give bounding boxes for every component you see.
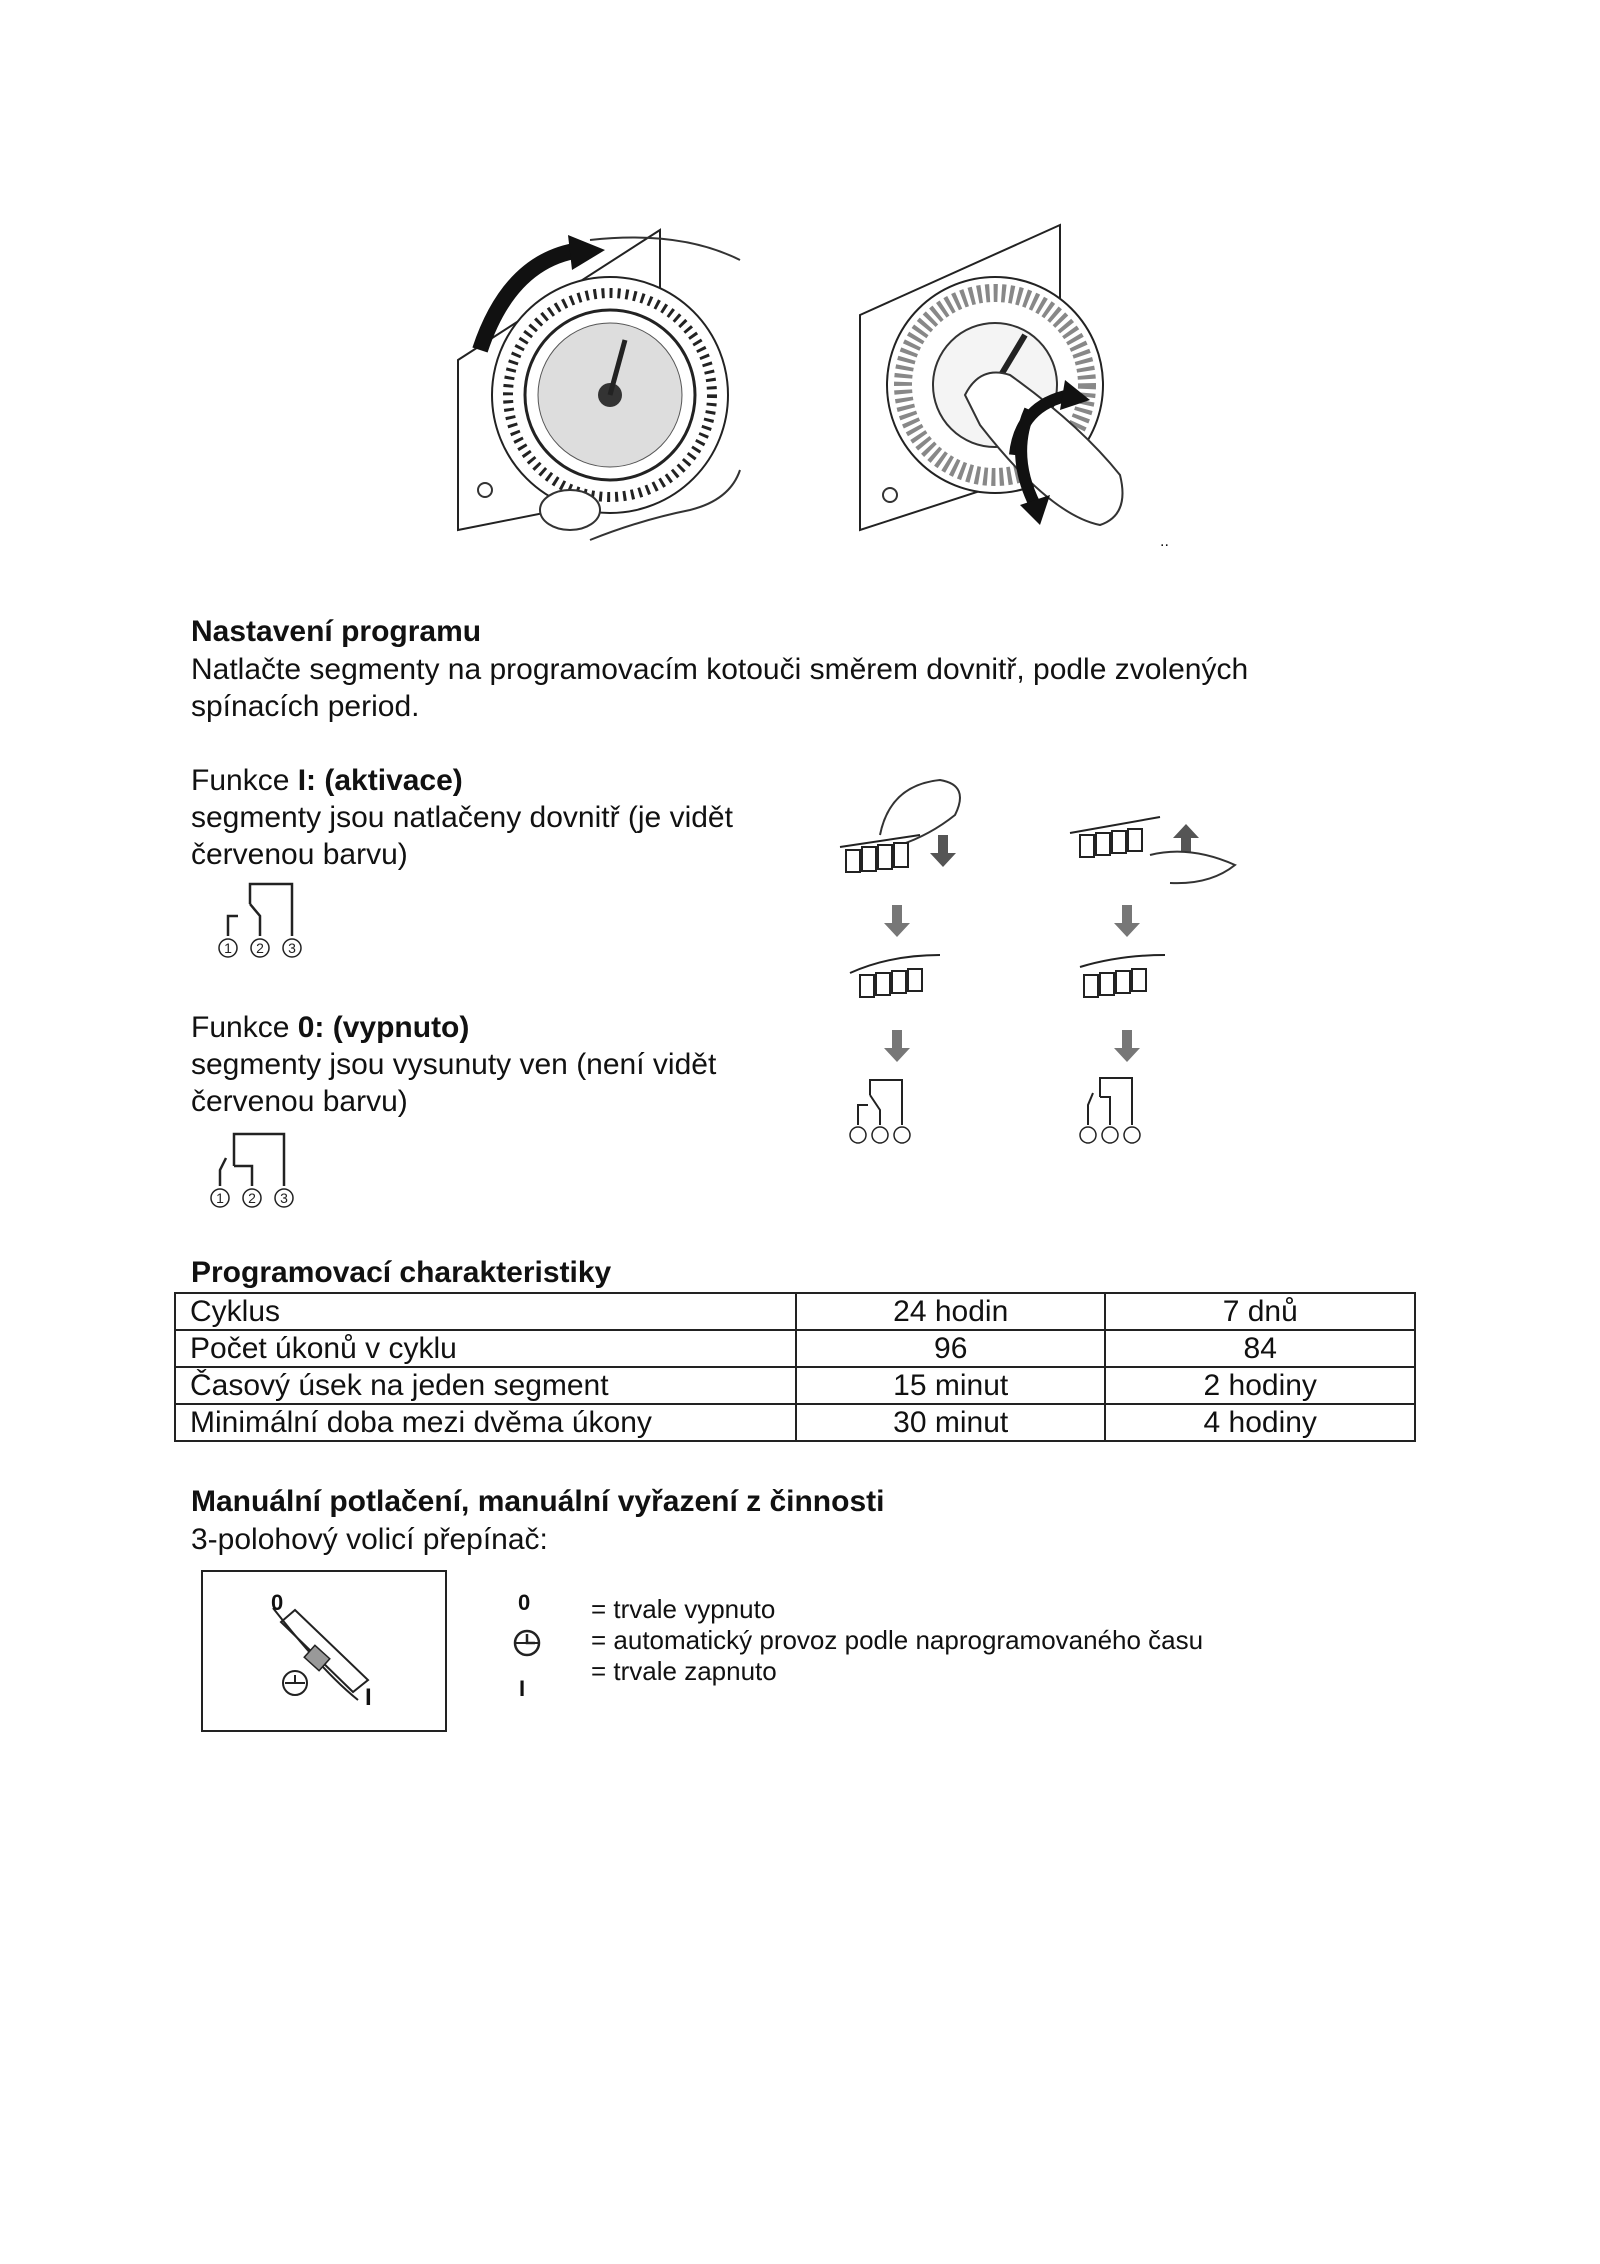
table-cell: 24 hodin [796,1293,1105,1330]
legend-text-on: = trvale zapnuto [591,1656,777,1686]
manual-heading: Manuální potlačení, manuální vyřazení z činnosti [191,1485,885,1518]
function-off-desc-line1: segmenty jsou vysunuty ven (není vidět [191,1048,717,1081]
function-on-label: I: (aktivace) [297,764,463,797]
table-cell: 30 minut [796,1404,1105,1441]
table-cell: 4 hodiny [1105,1404,1415,1441]
legend-text-auto: = automatický provoz podle naprogramovaného času [591,1625,1204,1655]
program-setting-heading: Nastavení programu [191,615,482,648]
one-symbol: I [519,1676,526,1701]
terminal-1-label: 1 [216,1190,224,1206]
terminal-2-label: 2 [256,940,264,956]
table-cell: Počet úkonů v cyklu [175,1330,796,1367]
program-setting-text-line2: spínacích period. [191,690,420,723]
segment-pull-out-sequence-illustration [1060,775,1260,1155]
table-cell: 84 [1105,1330,1415,1367]
switch-off-label: 0 [271,1590,284,1615]
function-off-desc-line2: červenou barvu) [191,1085,408,1118]
terminal-2-label: 2 [248,1190,256,1206]
table-cell: 2 hodiny [1105,1367,1415,1404]
contact-closed-schematic-icon [212,880,302,960]
function-off-title [191,1009,469,1046]
table-cell: 15 minut [796,1367,1105,1404]
zero-symbol: 0 [518,1590,531,1615]
table-cell: Minimální doba mezi dvěma úkony [175,1404,796,1441]
dial-turning-illustration-left [440,220,770,560]
function-on-prefix: Funkce [191,764,298,797]
function-on-desc-line2: červenou barvu) [191,838,408,871]
terminal-3-label: 3 [280,1190,288,1206]
table-row [175,1293,1415,1330]
clock-icon [512,1628,542,1658]
table-cell: Časový úsek na jeden segment [175,1367,796,1404]
selector-switch-drawing [203,1572,445,1730]
table-cell: 7 dnů [1105,1293,1415,1330]
segment-push-in-sequence-illustration [830,775,1000,1155]
table-cell: Cyklus [175,1293,796,1330]
characteristics-table [174,1292,1416,1442]
dial-turning-illustration-right [860,225,1150,535]
function-on-title [191,762,463,799]
switch-on-label: I [365,1684,372,1711]
selector-switch-diagram [201,1570,447,1732]
function-off-label: 0: (vypnuto) [297,1011,470,1044]
terminal-3-label: 3 [288,940,296,956]
terminal-1-label: 1 [224,940,232,956]
program-setting-text-line1: Natlačte segmenty na programovacím kotouči směrem dovnitř, podle zvolených [191,653,1249,686]
legend-text-off: = trvale vypnuto [591,1594,776,1624]
contact-open-schematic-icon [204,1130,294,1210]
manual-subheading: 3-polohový volicí přepínač: [191,1523,548,1556]
table-cell: 96 [796,1330,1105,1367]
function-off-prefix: Funkce [191,1011,298,1044]
stray-mark: .. [1160,533,1169,550]
table-row [175,1367,1415,1404]
function-on-desc-line1: segmenty jsou natlačeny dovnitř (je vidět [191,801,733,834]
characteristics-heading: Programovací charakteristiky [191,1256,612,1289]
table-row [175,1404,1415,1441]
table-row [175,1330,1415,1367]
